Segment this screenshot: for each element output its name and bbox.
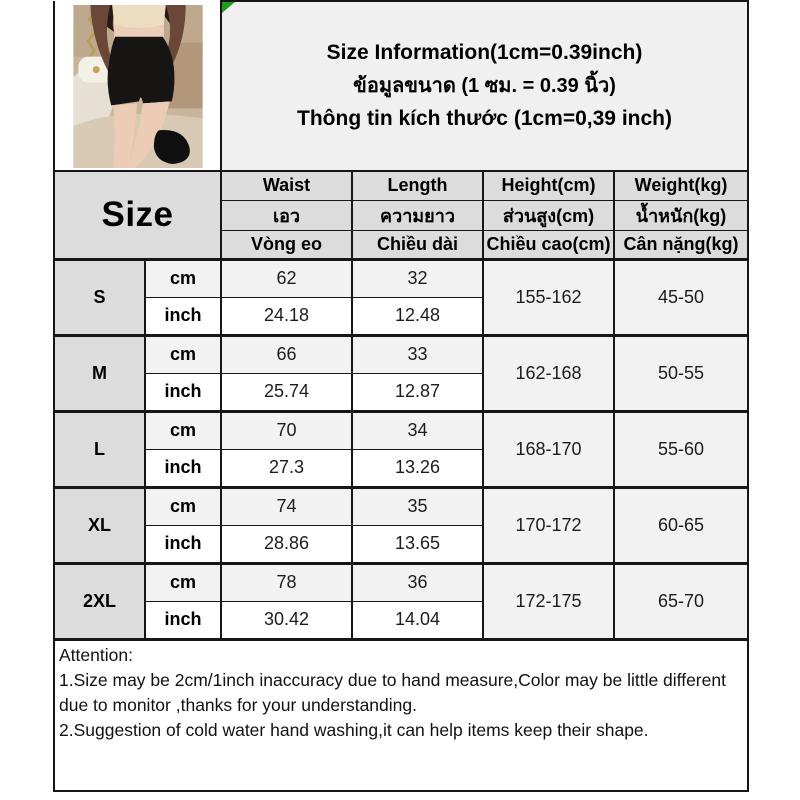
title-thai: ข้อมูลขนาด (1 ซม. = 0.39 นิ้ว)	[353, 75, 616, 97]
unit-label-inch: inch	[145, 373, 221, 411]
s-waist-inch: 24.18	[221, 297, 352, 335]
col-header-waist-vi: Vòng eo	[221, 230, 352, 259]
xl-length-inch: 13.65	[352, 525, 483, 563]
unit-label-inch: inch	[145, 525, 221, 563]
title-english: Size Information(1cm=0.39inch)	[326, 41, 643, 64]
xl-waist-inch: 28.86	[221, 525, 352, 563]
unit-label-cm: cm	[145, 335, 221, 373]
green-corner-marker-icon	[222, 2, 235, 13]
size-header: Size	[54, 171, 221, 259]
2xl-waist-cm: 78	[221, 563, 352, 601]
s-length-cm: 32	[352, 259, 483, 297]
unit-label-inch: inch	[145, 297, 221, 335]
unit-label-cm: cm	[145, 411, 221, 449]
header-row-english	[54, 171, 748, 200]
col-header-weight-en: Weight(kg)	[614, 171, 748, 200]
attention-row	[54, 639, 748, 791]
attention-title: Attention:	[59, 644, 133, 665]
s-weight-range: 45-50	[614, 259, 748, 335]
size-label-m: M	[54, 335, 145, 411]
m-height-range: 162-168	[483, 335, 614, 411]
m-waist-inch: 25.74	[221, 373, 352, 411]
2xl-length-cm: 36	[352, 563, 483, 601]
size-label-xl: XL	[54, 487, 145, 563]
size-label-2xl: 2XL	[54, 563, 145, 639]
2xl-height-range: 172-175	[483, 563, 614, 639]
table-row-2xl-cm	[54, 563, 748, 601]
col-header-height-en: Height(cm)	[483, 171, 614, 200]
l-length-cm: 34	[352, 411, 483, 449]
table-row-m-cm	[54, 335, 748, 373]
col-header-weight-vi: Cân nặng(kg)	[614, 230, 748, 259]
col-header-length-vi: Chiều dài	[352, 230, 483, 259]
m-waist-cm: 66	[221, 335, 352, 373]
attention-note	[54, 639, 748, 791]
col-header-waist-th: เอว	[221, 200, 352, 230]
col-header-length-th: ความยาว	[352, 200, 483, 230]
m-length-inch: 12.87	[352, 373, 483, 411]
xl-length-cm: 35	[352, 487, 483, 525]
col-header-waist-en: Waist	[221, 171, 352, 200]
2xl-length-inch: 14.04	[352, 601, 483, 639]
size-label-s: S	[54, 259, 145, 335]
product-photo	[73, 5, 203, 168]
unit-label-inch: inch	[145, 449, 221, 487]
xl-height-range: 170-172	[483, 487, 614, 563]
s-length-inch: 12.48	[352, 297, 483, 335]
col-header-weight-th: น้ำหนัก(kg)	[614, 200, 748, 230]
table-row-s-cm	[54, 259, 748, 297]
title-vietnamese: Thông tin kích thước (1cm=0,39 inch)	[297, 107, 672, 130]
title-cell	[221, 1, 748, 171]
table-row-l-cm	[54, 411, 748, 449]
l-weight-range: 55-60	[614, 411, 748, 487]
title-row	[54, 1, 748, 171]
col-header-length-en: Length	[352, 171, 483, 200]
col-header-height-th: ส่วนสูง(cm)	[483, 200, 614, 230]
table-row-xl-cm	[54, 487, 748, 525]
s-waist-cm: 62	[221, 259, 352, 297]
m-length-cm: 33	[352, 335, 483, 373]
l-height-range: 168-170	[483, 411, 614, 487]
size-label-l: L	[54, 411, 145, 487]
s-height-range: 155-162	[483, 259, 614, 335]
unit-label-cm: cm	[145, 487, 221, 525]
2xl-weight-range: 65-70	[614, 563, 748, 639]
xl-weight-range: 60-65	[614, 487, 748, 563]
l-length-inch: 13.26	[352, 449, 483, 487]
attention-item-2: 2.Suggestion of cold water hand washing,it can help items keep their shape.	[59, 719, 649, 740]
attention-item-1: 1.Size may be 2cm/1inch inaccuracy due to hand measure,Color may be little different due to monitor ,thanks for your understanding.	[59, 669, 726, 715]
product-photo-cell	[54, 1, 221, 171]
unit-label-cm: cm	[145, 259, 221, 297]
2xl-waist-inch: 30.42	[221, 601, 352, 639]
size-chart-table	[53, 0, 749, 792]
unit-label-inch: inch	[145, 601, 221, 639]
m-weight-range: 50-55	[614, 335, 748, 411]
l-waist-cm: 70	[221, 411, 352, 449]
col-header-height-vi: Chiều cao(cm)	[483, 230, 614, 259]
l-waist-inch: 27.3	[221, 449, 352, 487]
xl-waist-cm: 74	[221, 487, 352, 525]
unit-label-cm: cm	[145, 563, 221, 601]
